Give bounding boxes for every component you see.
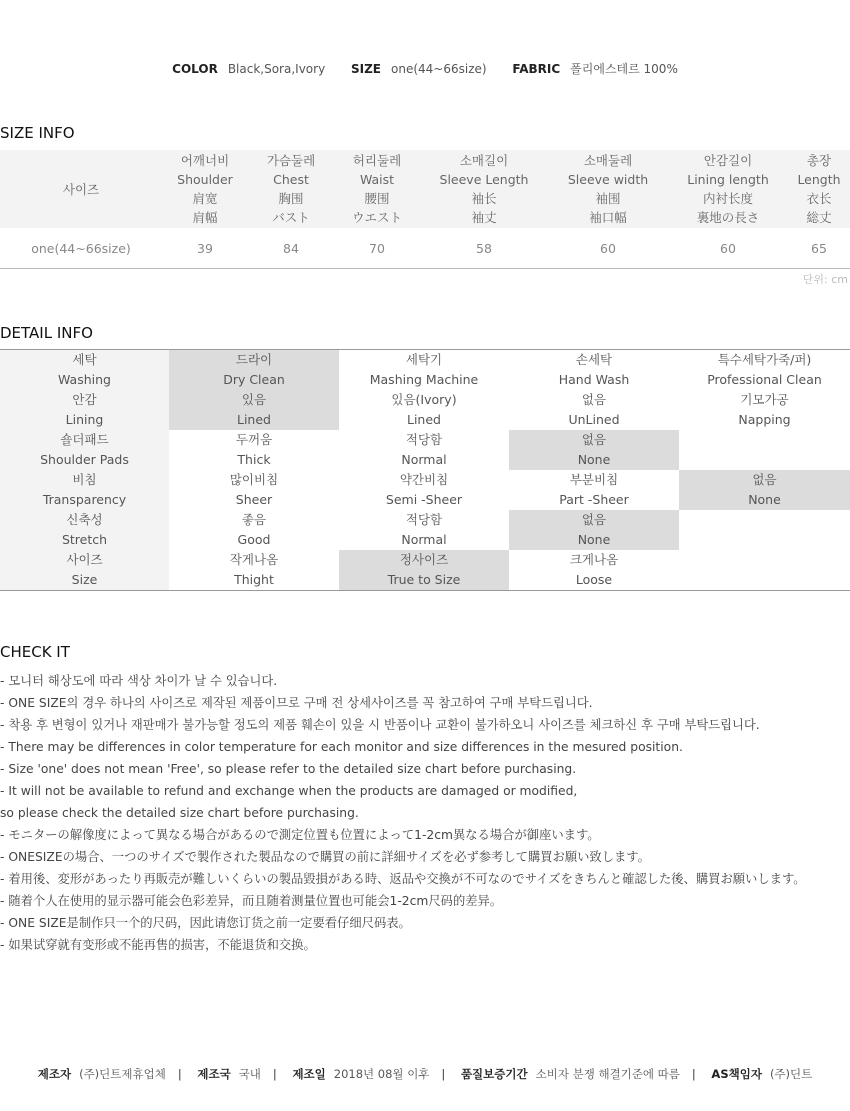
detail-row bbox=[0, 470, 850, 510]
size-column-header bbox=[548, 150, 668, 228]
detail-option bbox=[679, 550, 850, 591]
detail-option-ko: 있음 bbox=[241, 392, 267, 407]
detail-option-ko: 드라이 bbox=[235, 352, 273, 367]
size-column-ko: 소매둘레 bbox=[583, 153, 633, 168]
detail-option-en: Dry Clean bbox=[223, 372, 285, 387]
detail-option bbox=[339, 510, 509, 550]
size-value-cell: 65 bbox=[788, 228, 850, 269]
size-value-cell: 58 bbox=[420, 228, 548, 269]
detail-option-selected bbox=[169, 390, 339, 430]
detail-option bbox=[339, 430, 509, 470]
detail-option bbox=[339, 350, 509, 391]
detail-option bbox=[679, 350, 850, 391]
country-label: 제조국 bbox=[197, 1067, 231, 1081]
size-column-ko: 어깨너비 bbox=[180, 153, 230, 168]
manufacturer-info bbox=[0, 1066, 850, 1082]
check-note-line: - It will not be available to refund and exchange when the products are damaged or modified, bbox=[0, 784, 578, 798]
check-it-title: CHECK IT bbox=[0, 643, 70, 661]
detail-option-ko: 정사이즈 bbox=[399, 552, 449, 567]
warranty-label: 품질보증기간 bbox=[460, 1067, 528, 1081]
size-column-en: Sleeve Length bbox=[439, 172, 529, 187]
fabric-value: 폴리에스테르 100% bbox=[570, 62, 678, 76]
size-column-zh: 袖长 bbox=[471, 191, 497, 206]
detail-option-en: Loose bbox=[575, 572, 613, 587]
size-table-header bbox=[0, 150, 850, 228]
detail-row bbox=[0, 350, 850, 391]
size-column-ja: 総丈 bbox=[806, 210, 832, 225]
detail-option bbox=[679, 390, 850, 430]
detail-table bbox=[0, 349, 850, 591]
detail-option-en: Napping bbox=[738, 412, 791, 427]
detail-label-en: Transparency bbox=[42, 492, 127, 507]
detail-option-ko: 특수세탁가죽/퍼) bbox=[717, 352, 812, 367]
check-note-line: - ONE SIZE의 경우 하나의 사이즈로 제작된 제품이므로 구매 전 상세사이즈를 꼭 참고하여 구매 부탁드립니다. bbox=[0, 696, 593, 710]
detail-option-en: Sheer bbox=[235, 492, 273, 507]
detail-option-ko: 좋음 bbox=[241, 512, 267, 527]
unit-label: 단위: cm bbox=[802, 273, 848, 286]
check-it-notes bbox=[0, 670, 850, 956]
size-column-zh: 胸围 bbox=[278, 191, 304, 206]
separator: | bbox=[177, 1067, 182, 1081]
size-table bbox=[0, 150, 850, 269]
size-column-ko: 안감길이 bbox=[703, 153, 753, 168]
date-label: 제조일 bbox=[292, 1067, 326, 1081]
detail-option-en: Professional Clean bbox=[707, 372, 822, 387]
detail-option-ko: 적당함 bbox=[405, 512, 443, 527]
detail-option bbox=[169, 470, 339, 510]
detail-info-title: DETAIL INFO bbox=[0, 324, 93, 342]
as-value: (주)딘트 bbox=[769, 1067, 813, 1081]
detail-option bbox=[679, 430, 850, 470]
detail-option-ko: 기모가공 bbox=[740, 392, 789, 407]
separator: | bbox=[441, 1067, 446, 1081]
detail-option-ko: 부분비침 bbox=[569, 472, 619, 487]
size-column-ja: 裏地の長さ bbox=[696, 210, 760, 225]
size-column-en: Sleeve width bbox=[567, 172, 649, 187]
detail-option-en: Lined bbox=[237, 412, 271, 427]
check-note-line: - 착용 후 변형이 있거나 재판매가 불가능할 정도의 제품 훼손이 있을 시 반품이나 교환이 불가하오니 사이즈를 체크하신 후 구매 부탁드립니다. bbox=[0, 718, 760, 732]
size-label: SIZE bbox=[351, 62, 382, 76]
detail-option-en: Semi -Sheer bbox=[385, 492, 463, 507]
date-value: 2018년 08월 이후 bbox=[333, 1067, 430, 1081]
size-column-ko: 허리둘레 bbox=[352, 153, 402, 168]
size-table-row bbox=[0, 228, 850, 269]
detail-option-en: Good bbox=[237, 532, 271, 547]
size-column-header bbox=[162, 150, 248, 228]
detail-option-ko: 없음 bbox=[581, 392, 607, 407]
detail-option-selected bbox=[509, 510, 679, 550]
detail-label-ko: 세탁 bbox=[72, 352, 97, 367]
check-note-line: - Size 'one' does not mean 'Free', so please refer to the detailed size chart before purchasing. bbox=[0, 762, 577, 776]
maker-label: 제조자 bbox=[37, 1067, 72, 1081]
detail-label-ko: 숄더패드 bbox=[60, 432, 109, 447]
detail-option-ko: 없음 bbox=[581, 512, 607, 527]
detail-option-en: None bbox=[577, 532, 611, 547]
product-summary bbox=[0, 60, 850, 77]
detail-label-en: Washing bbox=[58, 372, 111, 387]
check-note-line: - 如果试穿就有变形或不能再售的损害，不能退货和交换。 bbox=[0, 938, 316, 952]
size-column-ko: 총장 bbox=[806, 153, 832, 168]
detail-option-en: Part -Sheer bbox=[559, 492, 629, 507]
size-header-label: 사이즈 bbox=[0, 150, 162, 228]
detail-option bbox=[169, 430, 339, 470]
detail-option-ko: 작게나옴 bbox=[229, 552, 279, 567]
detail-row-label bbox=[0, 390, 169, 430]
detail-option-selected bbox=[509, 430, 679, 470]
color-value: Black,Sora,Ivory bbox=[227, 62, 326, 76]
check-note-line: - 随着个人在使用的显示器可能会色彩差异，而且随着测量位置也可能会1-2cm尺码的差异。 bbox=[0, 894, 503, 908]
size-value-cell: 39 bbox=[162, 228, 248, 269]
detail-option bbox=[509, 550, 679, 591]
detail-option-en: Thight bbox=[234, 572, 274, 587]
detail-option bbox=[339, 390, 509, 430]
size-column-header bbox=[248, 150, 334, 228]
separator: | bbox=[272, 1067, 277, 1081]
detail-row bbox=[0, 390, 850, 430]
separator: | bbox=[691, 1067, 696, 1081]
check-note-line: - ONE SIZE是制作只一个的尺码，因此请您订货之前一定要看仔细尺码表。 bbox=[0, 916, 411, 930]
size-column-zh: 袖围 bbox=[595, 191, 621, 206]
check-note-line: - 모니터 해상도에 따라 색상 차이가 날 수 있습니다. bbox=[0, 674, 278, 688]
detail-row bbox=[0, 430, 850, 470]
detail-option-en: None bbox=[577, 452, 611, 467]
detail-row bbox=[0, 550, 850, 591]
size-column-ko: 소매길이 bbox=[459, 153, 509, 168]
check-note-line: - ONESIZEの場合、一つのサイズで製作された製品なので購買の前に詳細サイズを必ず参考して購買お願い致します。 bbox=[0, 850, 650, 864]
size-value-cell: 60 bbox=[668, 228, 788, 269]
detail-option-en: Normal bbox=[401, 452, 447, 467]
detail-row-label bbox=[0, 510, 169, 550]
detail-option-en: Mashing Machine bbox=[369, 372, 479, 387]
size-column-ko: 가슴둘레 bbox=[266, 153, 316, 168]
detail-option-selected bbox=[679, 470, 850, 510]
size-column-ja: 肩幅 bbox=[192, 210, 218, 225]
check-note-line: so please check the detailed size chart before purchasing. bbox=[0, 806, 359, 820]
detail-label-ko: 안감 bbox=[72, 392, 97, 407]
size-column-en: Chest bbox=[273, 172, 309, 187]
size-value-cell: 70 bbox=[334, 228, 420, 269]
size-column-header bbox=[420, 150, 548, 228]
detail-row-label bbox=[0, 350, 169, 391]
size-column-ja: ウエスト bbox=[351, 210, 402, 225]
size-column-en: Lining length bbox=[687, 172, 769, 187]
detail-option bbox=[169, 510, 339, 550]
size-column-header bbox=[334, 150, 420, 228]
size-column-zh: 肩宽 bbox=[192, 191, 218, 206]
maker-value: (주)딘트제휴업체 bbox=[79, 1067, 166, 1081]
detail-label-en: Stretch bbox=[61, 532, 108, 547]
detail-row-label bbox=[0, 550, 169, 591]
size-value-cell: 84 bbox=[248, 228, 334, 269]
detail-option-en: Normal bbox=[401, 532, 447, 547]
detail-option-ko: 적당함 bbox=[405, 432, 443, 447]
detail-label-en: Lining bbox=[65, 412, 104, 427]
size-value-cell: 60 bbox=[548, 228, 668, 269]
detail-row bbox=[0, 510, 850, 550]
size-column-en: Shoulder bbox=[177, 172, 233, 187]
size-column-en: Waist bbox=[359, 172, 395, 187]
detail-option-ko: 세탁기 bbox=[405, 352, 443, 367]
detail-option-ko: 있음(Ivory) bbox=[391, 392, 457, 407]
detail-option-ko: 없음 bbox=[752, 472, 777, 487]
detail-option-ko: 많이비침 bbox=[229, 472, 279, 487]
color-label: COLOR bbox=[172, 62, 218, 76]
detail-option bbox=[679, 510, 850, 550]
detail-option-ko: 크게나옴 bbox=[569, 552, 619, 567]
detail-option bbox=[339, 470, 509, 510]
size-column-zh: 内衬长度 bbox=[702, 191, 753, 206]
detail-option-ko: 손세탁 bbox=[575, 352, 613, 367]
fabric-label: FABRIC bbox=[512, 62, 561, 76]
detail-option-ko: 없음 bbox=[581, 432, 607, 447]
detail-option bbox=[509, 470, 679, 510]
size-column-header bbox=[788, 150, 850, 228]
detail-option-en: Hand Wash bbox=[558, 372, 630, 387]
size-column-en: Length bbox=[797, 172, 841, 187]
warranty-value: 소비자 분쟁 해결기준에 따름 bbox=[535, 1067, 680, 1081]
detail-row-label bbox=[0, 470, 169, 510]
detail-label-en: Shoulder Pads bbox=[40, 452, 129, 467]
detail-option bbox=[509, 390, 679, 430]
detail-label-ko: 비침 bbox=[72, 472, 97, 487]
detail-option-en: UnLined bbox=[568, 412, 620, 427]
detail-label-ko: 사이즈 bbox=[66, 552, 103, 567]
detail-option-ko: 약간비침 bbox=[399, 472, 449, 487]
check-note-line: - There may be differences in color temperature for each monitor and size differences in the mesured position. bbox=[0, 740, 683, 754]
detail-label-ko: 신축성 bbox=[66, 512, 103, 527]
detail-label-en: Size bbox=[71, 572, 98, 587]
check-note-line: - 着用後、変形があったり再販売が難しいくらいの製品毀損がある時、返品や交換が不可なのでサイズをきちんと確認した後、購買お願いします。 bbox=[0, 872, 806, 886]
check-note-line: - モニターの解像度によって異なる場合があるので測定位置も位置によって1-2cm異なる場合が御座います。 bbox=[0, 828, 600, 842]
size-column-header bbox=[668, 150, 788, 228]
size-value: one(44~66size) bbox=[391, 62, 487, 76]
detail-option bbox=[169, 550, 339, 591]
detail-option-ko: 두꺼움 bbox=[235, 432, 273, 447]
size-column-ja: 袖口幅 bbox=[589, 210, 627, 225]
detail-option-en: Lined bbox=[407, 412, 441, 427]
detail-option bbox=[509, 350, 679, 391]
detail-option-en: True to Size bbox=[387, 572, 461, 587]
as-label: AS책임자 bbox=[711, 1067, 762, 1081]
detail-option-selected bbox=[339, 550, 509, 591]
detail-row-label bbox=[0, 430, 169, 470]
detail-option-en: None bbox=[748, 492, 781, 507]
size-column-zh: 腰围 bbox=[364, 191, 390, 206]
size-column-ja: 袖丈 bbox=[471, 210, 497, 225]
detail-option-selected bbox=[169, 350, 339, 391]
detail-option-en: Thick bbox=[237, 452, 271, 467]
size-column-ja: バスト bbox=[272, 210, 310, 225]
size-info-title: SIZE INFO bbox=[0, 124, 75, 142]
size-column-zh: 衣长 bbox=[806, 191, 832, 206]
size-row-label: one(44~66size) bbox=[0, 228, 162, 269]
country-value: 국내 bbox=[238, 1067, 261, 1081]
